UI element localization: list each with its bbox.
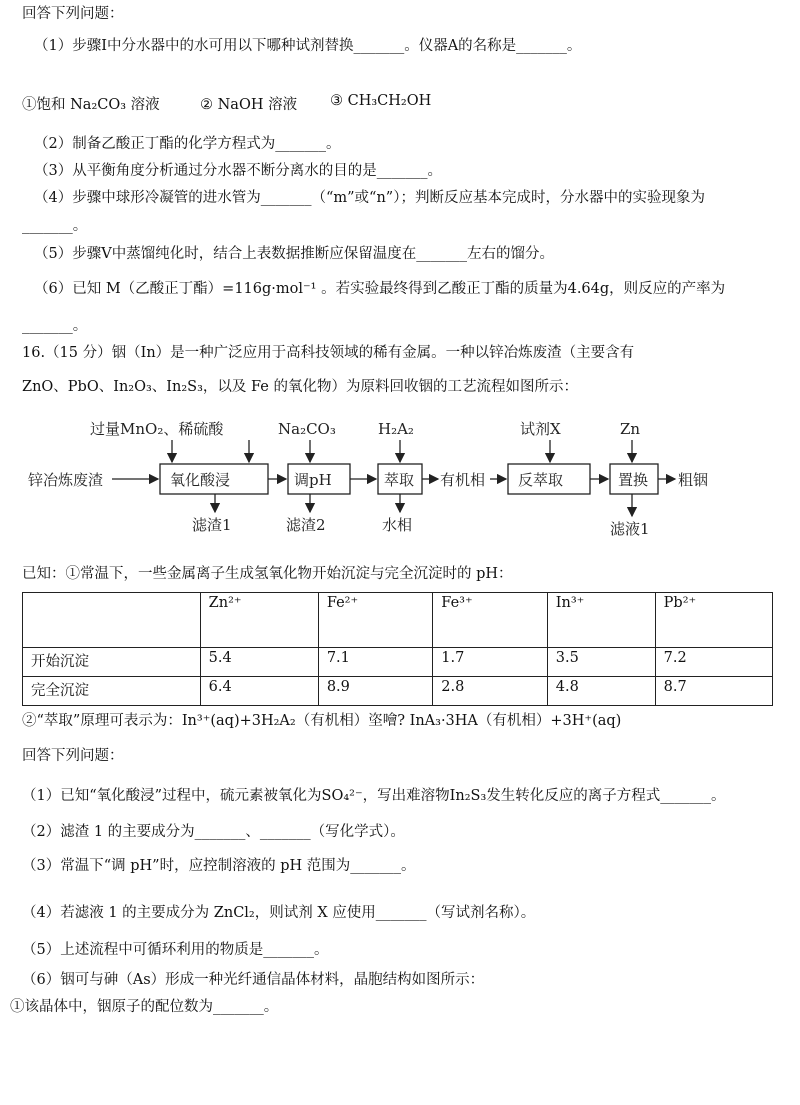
q15-1: （1）步骤Ⅰ中分水器中的水可用以下哪种试剂替换_______。仪器A的名称是_______。 (34, 38, 582, 54)
intro-text: 回答下列问题： (22, 6, 124, 22)
flow-step-5: 置换 (618, 471, 649, 489)
flow-reagent-4: 试剂X (520, 420, 561, 438)
table-cell: 1.7 (433, 648, 547, 677)
flow-step-3: 萃取 (384, 471, 415, 489)
q15-option-1: ①饱和 Na₂CO₃ 溶液 (22, 97, 160, 113)
flow-output-2: 滤渣2 (286, 516, 326, 534)
flow-intermediate: 有机相 (440, 471, 486, 489)
q16-intro: 回答下列问题： (22, 748, 124, 764)
flow-step-2: 调pH (294, 471, 332, 489)
flow-step-1: 氧化酸浸 (170, 471, 231, 489)
table-cell: 7.2 (655, 648, 772, 677)
table-cell: 7.1 (318, 648, 432, 677)
q15-3: （3）从平衡角度分析通过分水器不断分离水的目的是_______。 (34, 163, 442, 179)
table-cell: 6.4 (200, 677, 318, 706)
table-header: Zn²⁺ (200, 593, 318, 648)
ph-table (22, 592, 773, 706)
q15-6: （6）已知 M（乙酸正丁酯）=116g·mol⁻¹ 。若实验最终得到乙酸正丁酯的质量为4.64g，则反应的产率为 (34, 281, 726, 297)
flow-reagent-1: 过量MnO₂、稀硫酸 (90, 420, 224, 438)
q15-option-3: ③ CH₃CH₂OH (330, 93, 432, 109)
q16-4: （4）若滤液 1 的主要成分为 ZnCl₂，则试剂 X 应使用_______（写试剂名称）。 (22, 905, 536, 921)
flow-start: 锌冶炼废渣 (28, 471, 104, 489)
q16-3: （3）常温下“调 pH”时，应控制溶液的 pH 范围为_______。 (22, 858, 416, 874)
known-1: 已知：①常温下，一些金属离子生成氢氧化物开始沉淀与完全沉淀时的 pH： (22, 566, 513, 582)
flow-step-4: 反萃取 (518, 471, 564, 489)
q15-2: （2）制备乙酸正丁酯的化学方程式为_______。 (34, 136, 341, 152)
q15-option-2: ② NaOH 溶液 (200, 97, 298, 113)
table-header: Fe²⁺ (318, 593, 432, 648)
process-flow-diagram (20, 410, 720, 550)
table-cell: 8.7 (655, 677, 772, 706)
table-cell: 2.8 (433, 677, 547, 706)
table-cell: 完全沉淀 (23, 677, 201, 706)
known-2: ②“萃取”原理可表示为：In³⁺(aq)+3H₂A₂（有机相）垐噲? InA₃·3HA（有机相）+3H⁺(aq) (22, 713, 622, 729)
table-header (23, 593, 201, 648)
table-row (23, 677, 773, 706)
table-header: Fe³⁺ (433, 593, 547, 648)
q16-stem-2: ZnO、PbO、In₂O₃、In₂S₃，以及 Fe 的氧化物）为原料回收铟的工艺流程如图所示： (22, 379, 578, 395)
table-row (23, 648, 773, 677)
table-cell: 4.8 (547, 677, 655, 706)
flow-output-4: 滤液1 (610, 520, 650, 538)
flow-end: 粗铟 (678, 471, 709, 489)
q16-stem-1: 16.（15 分）铟（In）是一种广泛应用于高科技领域的稀有金属。一种以锌冶炼废渣（主要含有 (22, 345, 635, 361)
table-cell: 5.4 (200, 648, 318, 677)
flow-reagent-5: Zn (620, 420, 641, 438)
q16-5: （5）上述流程中可循环利用的物质是_______。 (22, 942, 329, 958)
table-header: In³⁺ (547, 593, 655, 648)
table-header: Pb²⁺ (655, 593, 772, 648)
q16-6-1: ①该晶体中，铟原子的配位数为_______。 (10, 999, 279, 1015)
flow-output-1: 滤渣1 (192, 516, 232, 534)
table-header-row (23, 593, 773, 648)
table-cell: 8.9 (318, 677, 432, 706)
q15-5: （5）步骤Ⅴ中蒸馏纯化时，结合上表数据推断应保留温度在_______左右的馏分。 (34, 246, 554, 262)
q15-4-cont: _______。 (22, 218, 88, 234)
q16-2: （2）滤渣 1 的主要成分为_______、_______（写化学式）。 (22, 824, 405, 840)
table-cell: 3.5 (547, 648, 655, 677)
q15-4: （4）步骤中球形冷凝管的进水管为_______（“m”或“n”）；判断反应基本完成时，分水器中的实验现象为 (34, 190, 705, 206)
q15-6-cont: _______。 (22, 318, 88, 334)
table-cell: 开始沉淀 (23, 648, 201, 677)
q16-1: （1）已知“氧化酸浸”过程中，硫元素被氧化为SO₄²⁻，写出难溶物In₂S₃发生转化反应的离子方程式_______。 (22, 788, 726, 804)
flow-reagent-3: H₂A₂ (378, 420, 414, 438)
q16-6: （6）铟可与砷（As）形成一种光纤通信晶体材料，晶胞结构如图所示： (22, 972, 485, 988)
flow-reagent-2: Na₂CO₃ (278, 420, 336, 438)
flow-output-3: 水相 (382, 516, 413, 534)
